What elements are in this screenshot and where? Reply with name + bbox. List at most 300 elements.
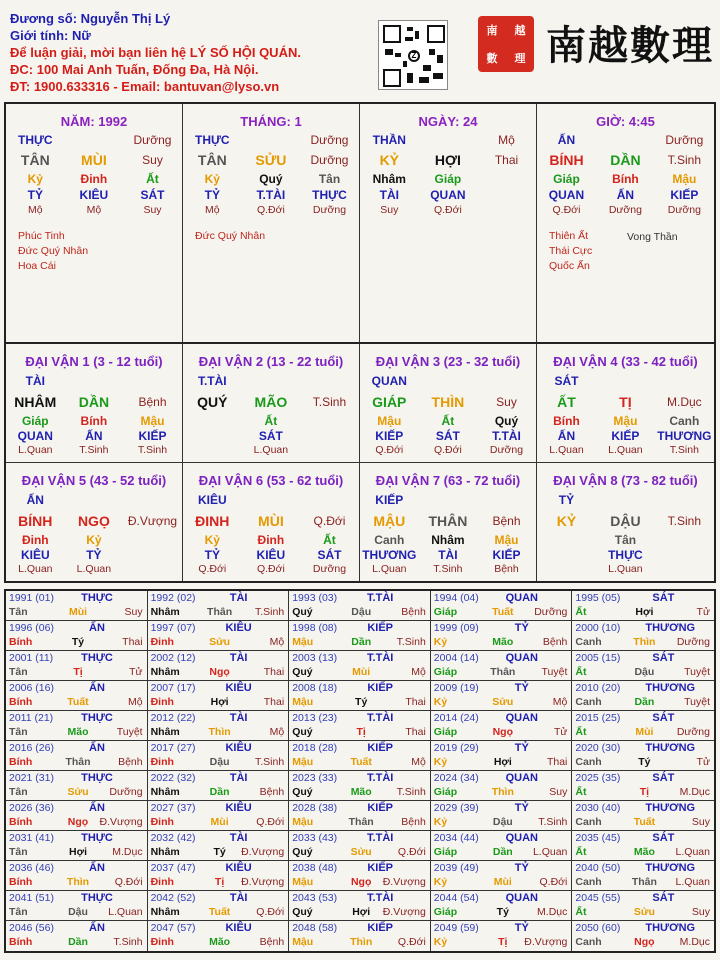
year-state: M.Dục (112, 846, 143, 858)
pillar-canchi-line (6, 149, 182, 171)
qr-module (423, 65, 431, 71)
year-state: Tử (553, 726, 568, 738)
year-god: KIÊU (225, 682, 252, 694)
hidden-stem: Mậu (613, 413, 638, 428)
star-note: Đức Quý Nhân (18, 245, 89, 257)
year-cell[interactable] (289, 591, 431, 621)
year-stem: Đinh (150, 636, 174, 648)
hidden-state: T.Sinh (79, 444, 109, 456)
year-cell[interactable] (572, 861, 714, 891)
year-cell[interactable] (289, 921, 431, 951)
year-cell[interactable] (431, 741, 573, 771)
year-cell[interactable] (289, 771, 431, 801)
hidden-god: KIẾP (611, 428, 640, 443)
year-stem: Tân (9, 666, 28, 678)
year-state: Dưỡng (109, 786, 143, 798)
year-cell[interactable] (148, 651, 290, 681)
earthly-branch: MÙI (258, 513, 284, 529)
year-label: 2036 (46) (9, 862, 54, 874)
year-branch: Ngọ (634, 936, 655, 948)
year-stem: Kỷ (433, 816, 448, 828)
year-cell[interactable] (6, 741, 148, 771)
hidden-states-line (360, 202, 536, 217)
dai-van-god: T.TÀI (197, 374, 227, 388)
branch-state: T.Sinh (667, 153, 702, 167)
hidden-god: KIÊU (256, 547, 286, 562)
dai-van-title: ĐẠI VẬN 6 (53 - 62 tuổi) (198, 473, 344, 488)
hidden-state: Q.Đới (256, 563, 285, 575)
year-god: SÁT (652, 832, 675, 844)
year-label: 2020 (30) (575, 742, 621, 754)
year-stem: Quý (292, 666, 313, 678)
hidden-state: L.Quan (608, 563, 643, 575)
hidden-gods-line (360, 547, 536, 562)
hidden-god: TỶ (204, 187, 220, 202)
year-cell[interactable] (6, 861, 148, 891)
pillar-state: Dưỡng (310, 133, 349, 147)
chart-header (10, 10, 380, 95)
year-branch: Thân (490, 666, 516, 678)
hidden-god: TỶ (204, 547, 220, 562)
year-cell[interactable] (6, 711, 148, 741)
year-cell[interactable] (6, 801, 148, 831)
year-cell[interactable] (431, 831, 573, 861)
dai-van-god: SÁT (554, 374, 579, 388)
year-stem: Mậu (292, 636, 314, 648)
year-state: Thai (263, 666, 285, 678)
year-label: 2034 (44) (433, 832, 479, 844)
hidden-god: THỰC (608, 547, 643, 562)
year-stem: Quý (292, 606, 313, 618)
year-cell[interactable] (431, 921, 573, 951)
year-state: T.Sinh (538, 816, 568, 828)
year-branch: Ngọ (350, 876, 372, 888)
pillar-god: THỰC (17, 133, 53, 147)
year-god: SÁT (652, 652, 675, 664)
qr-code-icon[interactable] (378, 20, 448, 90)
year-cell[interactable] (572, 891, 714, 921)
dai-van-canchi-line (183, 510, 359, 532)
branch-state: T.Sinh (312, 395, 347, 409)
year-cell[interactable] (148, 741, 290, 771)
branch-state: M.Dục (667, 395, 702, 409)
year-stem: Giáp (433, 666, 458, 678)
year-cell[interactable] (431, 861, 573, 891)
hidden-stem: Kỷ (204, 532, 220, 547)
hidden-state: L.Quan (549, 444, 584, 456)
year-cell[interactable] (6, 891, 148, 921)
year-branch: Tý (213, 846, 226, 858)
year-cell[interactable] (6, 681, 148, 711)
year-label: 2011 (21) (9, 712, 54, 724)
dai-van-god: KIẾP (375, 493, 404, 507)
year-god: TỶ (514, 742, 529, 754)
year-branch: Thìn (633, 636, 656, 648)
year-label: 2014 (24) (433, 712, 479, 724)
year-stem: Đinh (150, 876, 174, 888)
dai-van-cell (6, 344, 183, 462)
year-god: TÀI (229, 832, 248, 844)
year-stem: Canh (575, 816, 602, 828)
year-label: 1993 (03) (292, 592, 338, 604)
earthly-branch: DẦN (610, 152, 641, 168)
hidden-states-line (183, 562, 359, 576)
pillar-cell (360, 104, 537, 342)
year-branch: Ngọ (209, 666, 230, 678)
seal-glyph: 數 (486, 52, 498, 65)
dai-van-god: KIÊU (197, 493, 227, 507)
branch-state: Bệnh (492, 514, 521, 528)
year-god: KIẾP (367, 922, 394, 934)
year-cell[interactable] (289, 651, 431, 681)
year-god: QUAN (505, 712, 538, 724)
year-god: TÀI (229, 772, 248, 784)
year-cell[interactable] (148, 711, 290, 741)
hidden-stems-line (537, 532, 714, 547)
hidden-gods-line (6, 547, 182, 562)
dai-van-god: QUAN (371, 374, 407, 388)
hidden-gods-line (183, 547, 359, 562)
dai-van-god-line (360, 490, 536, 510)
hidden-stem: Mậu (494, 532, 519, 547)
year-stem: Tân (9, 846, 28, 858)
year-god: THƯƠNG (645, 862, 696, 874)
year-cell[interactable] (289, 711, 431, 741)
year-label: 1994 (04) (433, 592, 479, 604)
year-state: L.Quan (108, 906, 143, 918)
year-stem: Canh (575, 756, 602, 768)
heavenly-stem: TÂN (20, 152, 50, 168)
year-label: 2038 (48) (292, 862, 338, 874)
year-cell[interactable] (431, 801, 573, 831)
year-branch: Hợi (69, 846, 87, 858)
year-label: 2015 (25) (575, 712, 621, 724)
branch-state: Dưỡng (310, 153, 349, 167)
dai-van-canchi-line (360, 510, 536, 532)
year-cell[interactable] (572, 681, 714, 711)
year-label: 2028 (38) (292, 802, 338, 814)
year-cell[interactable] (6, 591, 148, 621)
heavenly-stem: ẤT (557, 394, 576, 410)
year-label: 2008 (18) (292, 682, 338, 694)
qr-module (407, 27, 413, 31)
hidden-god: SÁT (140, 187, 165, 202)
year-god: T.TÀI (367, 832, 394, 844)
year-cell[interactable] (572, 801, 714, 831)
year-cell[interactable] (431, 681, 573, 711)
year-cell[interactable] (431, 711, 573, 741)
year-stem: Tân (9, 906, 28, 918)
year-cell[interactable] (289, 681, 431, 711)
hidden-gods-line (183, 187, 359, 202)
year-cell[interactable] (148, 621, 290, 651)
year-stem: Kỷ (433, 876, 448, 888)
year-god: SÁT (652, 772, 675, 784)
hidden-state: Q.Đới (198, 563, 227, 575)
hidden-god: SÁT (258, 428, 283, 443)
year-cell[interactable] (148, 801, 290, 831)
year-cell[interactable] (431, 651, 573, 681)
year-cell[interactable] (572, 621, 714, 651)
year-branch: Mão (633, 846, 655, 858)
dai-van-canchi-line (6, 510, 182, 532)
year-god: ẤN (89, 922, 105, 934)
year-state: L.Quan (532, 846, 568, 858)
year-state: M.Dục (679, 786, 710, 798)
dai-van-canchi-line (537, 391, 714, 413)
dai-van-cell (6, 463, 183, 581)
year-cell[interactable] (431, 891, 573, 921)
dai-van-cell (183, 344, 360, 462)
address-line: ĐC: 100 Mai Anh Tuấn, Đống Đa, Hà Nội. (10, 62, 259, 77)
year-state: Bệnh (259, 786, 285, 798)
year-branch: Dần (634, 696, 655, 708)
pillar-god: THẦN (372, 133, 406, 147)
year-cell[interactable] (148, 921, 290, 951)
year-state: Thai (122, 636, 143, 648)
hidden-state: L.Quan (18, 444, 53, 456)
chart-grid (4, 102, 716, 583)
dai-van-cell (183, 463, 360, 581)
hidden-stem: Nhâm (372, 172, 406, 186)
year-god: T.TÀI (367, 652, 394, 664)
qr-module (415, 31, 419, 39)
year-label: 2025 (35) (575, 772, 621, 784)
year-god: KIÊU (225, 862, 252, 874)
year-label: 1995 (05) (575, 592, 621, 604)
pillar-canchi-line (360, 149, 536, 171)
hidden-god: SÁT (317, 547, 342, 562)
year-state: Mộ (269, 726, 285, 738)
year-branch: Mão (350, 786, 372, 798)
year-label: 2024 (34) (433, 772, 479, 784)
heavenly-stem: MẬU (373, 513, 406, 529)
year-cell[interactable] (572, 741, 714, 771)
year-cell[interactable] (148, 591, 290, 621)
year-cell[interactable] (431, 591, 573, 621)
year-branch: Hợi (493, 756, 512, 768)
pillar-title: THÁNG: 1 (240, 114, 302, 129)
year-cell[interactable] (6, 771, 148, 801)
heavenly-stem: QUÝ (197, 394, 228, 410)
year-cell[interactable] (6, 921, 148, 951)
year-cell[interactable] (289, 801, 431, 831)
year-stem: Mậu (292, 936, 314, 948)
gender-line: Giới tính: Nữ (10, 28, 91, 43)
year-state: Thai (405, 726, 426, 738)
year-cell[interactable] (289, 831, 431, 861)
seal-glyph: 越 (514, 24, 526, 37)
year-cell[interactable] (289, 861, 431, 891)
year-stem: Mậu (292, 696, 314, 708)
dai-van-god: ẤN (26, 493, 44, 507)
year-stem: Kỷ (433, 636, 448, 648)
dai-van-god-line (6, 371, 182, 391)
year-cell[interactable] (289, 891, 431, 921)
hidden-god: TỶ (27, 187, 43, 202)
year-cell[interactable] (289, 741, 431, 771)
year-label: 2019 (29) (433, 742, 479, 754)
year-label: 2043 (53) (292, 892, 338, 904)
branch-state: Suy (142, 153, 163, 167)
year-stem: Ất (575, 726, 587, 738)
year-label: 2003 (13) (292, 652, 338, 664)
qr-module (429, 27, 443, 41)
year-state: Bệnh (259, 936, 285, 948)
dai-van-title: ĐẠI VẬN 7 (63 - 72 tuổi) (375, 473, 521, 488)
year-label: 1998 (08) (292, 622, 338, 634)
year-cell[interactable] (148, 681, 290, 711)
year-branch: Tuất (350, 756, 372, 768)
year-god: KIẾP (367, 862, 394, 874)
year-state: T.Sinh (113, 936, 143, 948)
year-state: Tử (696, 606, 710, 618)
year-god: T.TÀI (367, 892, 394, 904)
phone-email-line[interactable]: ĐT: 1900.633316 - Email: bantuvan@lyso.vn (10, 79, 280, 94)
year-branch: Mùi (352, 666, 371, 678)
year-state: Tuyệt (684, 666, 710, 678)
year-label: 2047 (57) (150, 922, 196, 934)
year-god: T.TÀI (367, 772, 394, 784)
year-branch: Mão (492, 636, 514, 648)
hidden-state: T.Sinh (433, 563, 463, 575)
year-god: THỰC (81, 652, 113, 664)
year-stem: Canh (575, 696, 602, 708)
branch-state: Bệnh (138, 395, 167, 409)
year-god: KIẾP (367, 802, 394, 814)
hidden-god: THƯƠNG (362, 547, 417, 562)
year-state: T.Sinh (396, 786, 426, 798)
hidden-stem: Kỷ (27, 172, 43, 186)
year-god: T.TÀI (367, 592, 394, 604)
year-label: 2012 (22) (150, 712, 196, 724)
hidden-states-line (360, 562, 536, 576)
year-stem: Quý (292, 786, 313, 798)
year-cell[interactable] (148, 771, 290, 801)
year-state: Suy (691, 816, 710, 828)
year-label: 2010 (20) (575, 682, 621, 694)
year-cell[interactable] (6, 831, 148, 861)
year-branch: Sửu (492, 696, 514, 708)
year-cell[interactable] (148, 861, 290, 891)
year-branch: Mùi (635, 726, 654, 738)
year-cell[interactable] (572, 831, 714, 861)
year-branch: Tuất (633, 816, 656, 828)
hidden-state: Q.Đới (433, 444, 462, 456)
seal-glyph: 南 (486, 24, 498, 37)
year-label: 2045 (55) (575, 892, 621, 904)
qr-module (407, 73, 413, 83)
earthly-branch: TỊ (619, 394, 632, 410)
hidden-stems-line (360, 413, 536, 428)
star-notes (18, 229, 88, 274)
year-state: Tuyệt (541, 666, 568, 678)
year-label: 2037 (47) (150, 862, 196, 874)
hidden-state: Mộ (205, 203, 220, 216)
year-cell[interactable] (431, 771, 573, 801)
owner-name: Nguyễn Thị Lý (80, 11, 171, 26)
year-branch: Hợi (635, 606, 654, 618)
hidden-state: L.Quan (372, 563, 407, 575)
hidden-god: ẤN (557, 428, 576, 443)
year-branch: Thìn (350, 936, 373, 948)
hidden-gods-line (6, 428, 182, 443)
owner-line: Đương số: Nguyễn Thị Lý (10, 11, 171, 26)
hidden-god: TÀI (438, 547, 458, 562)
year-stem: Đinh (150, 696, 174, 708)
dai-van-title: ĐẠI VẬN 4 (33 - 42 tuổi) (553, 354, 698, 369)
hidden-stem: Nhâm (431, 532, 465, 547)
year-cell[interactable] (148, 831, 290, 861)
pillar-title: NĂM: 1992 (60, 114, 128, 129)
dai-van-god-line (537, 371, 714, 391)
year-label: 2016 (26) (9, 742, 54, 754)
hidden-stem: Kỷ (86, 532, 102, 547)
year-cell[interactable] (289, 621, 431, 651)
hidden-god: T.TÀI (256, 187, 286, 202)
year-state: M.Dục (537, 906, 568, 918)
year-god: SÁT (652, 592, 675, 604)
hidden-stem: Ất (441, 413, 455, 428)
heavenly-stem: KỶ (379, 152, 400, 168)
year-cell[interactable] (572, 711, 714, 741)
year-cell[interactable] (6, 651, 148, 681)
dai-van-god-line (360, 371, 536, 391)
year-cell[interactable] (572, 771, 714, 801)
hidden-gods-line (537, 547, 714, 562)
year-state: Q.Đới (256, 906, 285, 918)
year-branch: Sửu (350, 846, 372, 858)
year-label: 2039 (49) (433, 862, 479, 874)
year-cell[interactable] (148, 891, 290, 921)
hidden-stem: Giáp (21, 413, 49, 428)
qr-module (405, 37, 413, 41)
hidden-state: T.Sinh (669, 444, 699, 456)
year-cell[interactable] (572, 591, 714, 621)
hidden-states-line (183, 443, 359, 457)
year-god: QUAN (505, 652, 538, 664)
year-god: SÁT (652, 712, 675, 724)
dai-van-title: ĐẠI VẬN 5 (43 - 52 tuổi) (21, 473, 167, 488)
year-god: KIẾP (367, 682, 394, 694)
hidden-stems-line (537, 171, 714, 187)
pillar-canchi-line (537, 149, 714, 171)
year-state: Mộ (269, 636, 285, 648)
year-stem: Bính (9, 876, 33, 888)
year-cell[interactable] (431, 621, 573, 651)
hidden-god: SÁT (435, 428, 460, 443)
year-stem: Mậu (292, 876, 314, 888)
dai-van-title: ĐẠI VẬN 8 (73 - 82 tuổi) (553, 473, 698, 488)
year-stem: Ất (575, 606, 587, 618)
year-god: THƯƠNG (645, 682, 696, 694)
star-note: Phúc Tinh (18, 230, 65, 242)
hidden-god: THỰC (312, 187, 347, 202)
year-stem: Giáp (433, 606, 458, 618)
year-branch: Tý (496, 906, 509, 918)
year-cell[interactable] (6, 621, 148, 651)
year-state: Đ.Vượng (241, 876, 285, 888)
year-god: TỶ (514, 622, 529, 634)
year-cell[interactable] (572, 921, 714, 951)
star-note: Đức Quý Nhân (195, 230, 266, 242)
year-cell[interactable] (572, 651, 714, 681)
year-state: Bệnh (542, 636, 568, 648)
year-branch: Dậu (492, 816, 513, 828)
hidden-state: Q.Đới (256, 203, 285, 216)
year-god: QUAN (505, 772, 538, 784)
heavenly-stem: KỶ (556, 513, 577, 529)
